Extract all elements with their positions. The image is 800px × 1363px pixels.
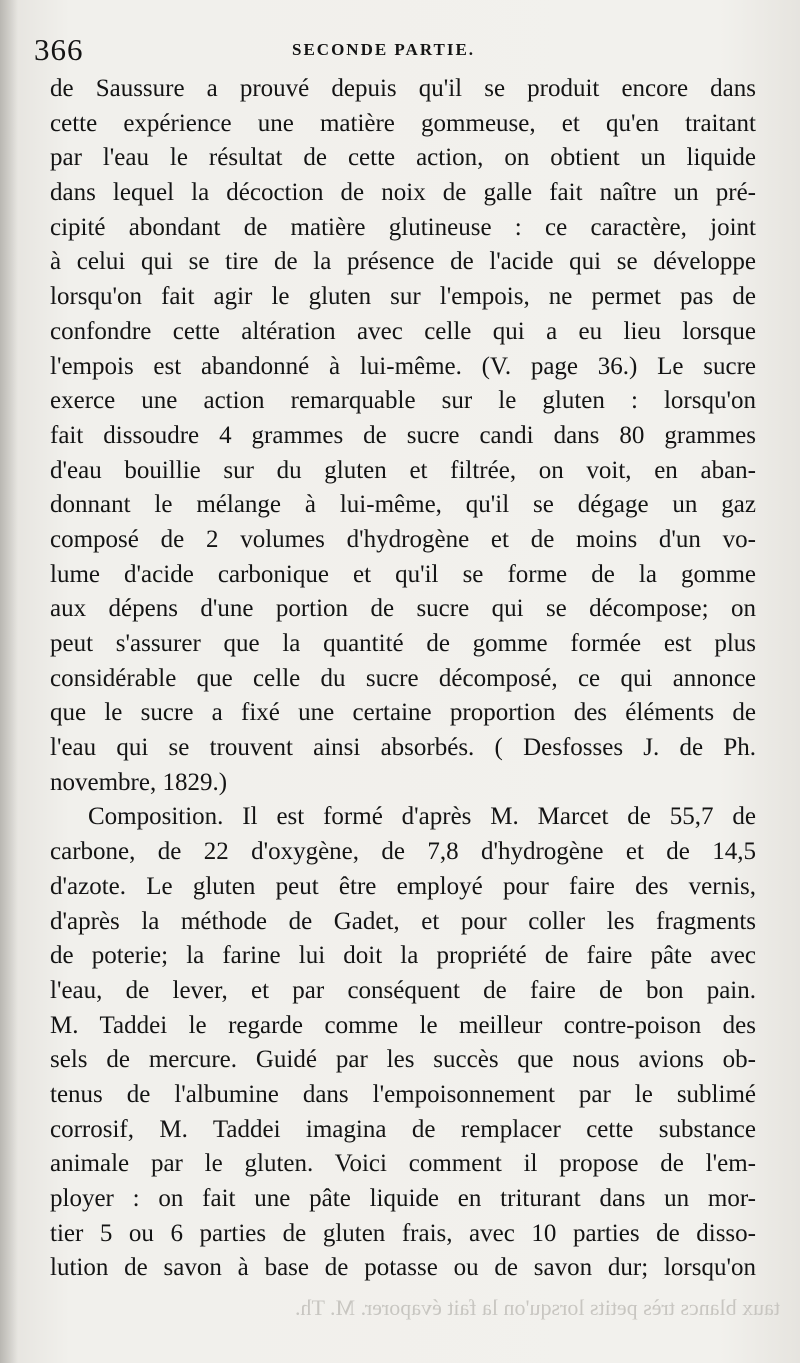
text-line: composé de 2 volumes d'hydrogène et de moins d'un vo-: [50, 525, 756, 553]
running-head: SECONDE PARTIE.: [292, 40, 476, 59]
text-line: dans lequel la décoction de noix de galle fait naître un pré-: [50, 179, 756, 207]
text-line: aux dépens d'une portion de sucre qui se décompose; on: [50, 595, 756, 623]
text-line: d'eau bouillie sur du gluten et filtrée, on voit, en aban-: [50, 456, 756, 484]
text-line: que le sucre a fixé une certaine proportion des éléments de: [50, 699, 756, 727]
text-line: carbone, de 22 d'oxygène, de 7,8 d'hydrogène et de 14,5: [50, 838, 756, 866]
paragraph-start-line: Composition. Il est formé d'après M. Marcet de 55,7 de: [88, 803, 756, 831]
text-line: cipité abondant de matière glutineuse : ce caractère, joint: [50, 213, 756, 241]
text-line: lution de savon à base de potasse ou de savon dur; lorsqu'on: [50, 1254, 756, 1282]
text-line: exerce une action remarquable sur le gluten : lorsqu'on: [50, 387, 756, 415]
text-line: par l'eau le résultat de cette action, on obtient un liquide: [50, 144, 756, 172]
text-line: ployer : on fait une pâte liquide en triturant dans un mor-: [50, 1185, 756, 1212]
text-line: novembre, 1829.): [50, 768, 228, 796]
text-line: fait dissoudre 4 grammes de sucre candi dans 80 grammes: [50, 421, 756, 449]
text-line: l'eau qui se trouvent ainsi absorbés. ( Desfosses J. de Ph.: [50, 734, 756, 762]
gutter-shadow: [0, 0, 18, 1363]
text-line: cette expérience une matière gommeuse, et qu'en traitant: [50, 109, 756, 137]
text-line: corrosif, M. Taddei imagina de remplacer cette substance: [50, 1115, 756, 1143]
text-line: d'azote. Le gluten peut être employé pour faire des vernis,: [50, 872, 756, 900]
text-line: de Saussure a prouvé depuis qu'il se produit encore dans: [50, 75, 756, 102]
text-line: tier 5 ou 6 parties de gluten frais, avec 10 parties de disso-: [50, 1219, 756, 1247]
text-line: peut s'assurer que la quantité de gomme formée est plus: [50, 630, 756, 657]
text-line: considérable que celle du sucre décomposé, ce qui annonce: [50, 664, 756, 692]
text-line: à celui qui se tire de la présence de l'acide qui se développe: [50, 248, 756, 276]
text-line: lorsqu'on fait agir le gluten sur l'empois, ne permet pas de: [50, 283, 756, 311]
text-line: donnant le mélange à lui-même, qu'il se dégage un gaz: [50, 491, 756, 519]
text-line: confondre cette altération avec celle qui a eu lieu lorsque: [50, 317, 756, 345]
page-number: 366: [34, 32, 84, 67]
text-line: M. Taddei le regarde comme le meilleur contre-poison des: [50, 1011, 756, 1039]
text-line: l'empois est abandonné à lui-même. (V. page 36.) Le sucre: [50, 352, 756, 380]
text-line: tenus de l'albumine dans l'empoisonnement par le sublimé: [50, 1080, 756, 1108]
show-through-text: taux blancs très petits lorsqu'on la fait évaporer. M. Th.: [295, 1295, 780, 1320]
text-line: sels de mercure. Guidé par les succès que nous avions ob-: [50, 1046, 756, 1074]
text-line: l'eau, de lever, et par conséquent de faire de bon pain.: [50, 976, 756, 1004]
page-header: [34, 32, 764, 68]
text-line: d'après la méthode de Gadet, et pour coller les fragments: [50, 907, 756, 935]
text-line: de poterie; la farine lui doit la propriété de faire pâte avec: [50, 942, 756, 970]
text-line: lume d'acide carbonique et qu'il se forme de la gomme: [50, 560, 756, 588]
text-line: animale par le gluten. Voici comment il propose de l'em-: [50, 1150, 756, 1178]
body-text: [50, 72, 756, 1286]
